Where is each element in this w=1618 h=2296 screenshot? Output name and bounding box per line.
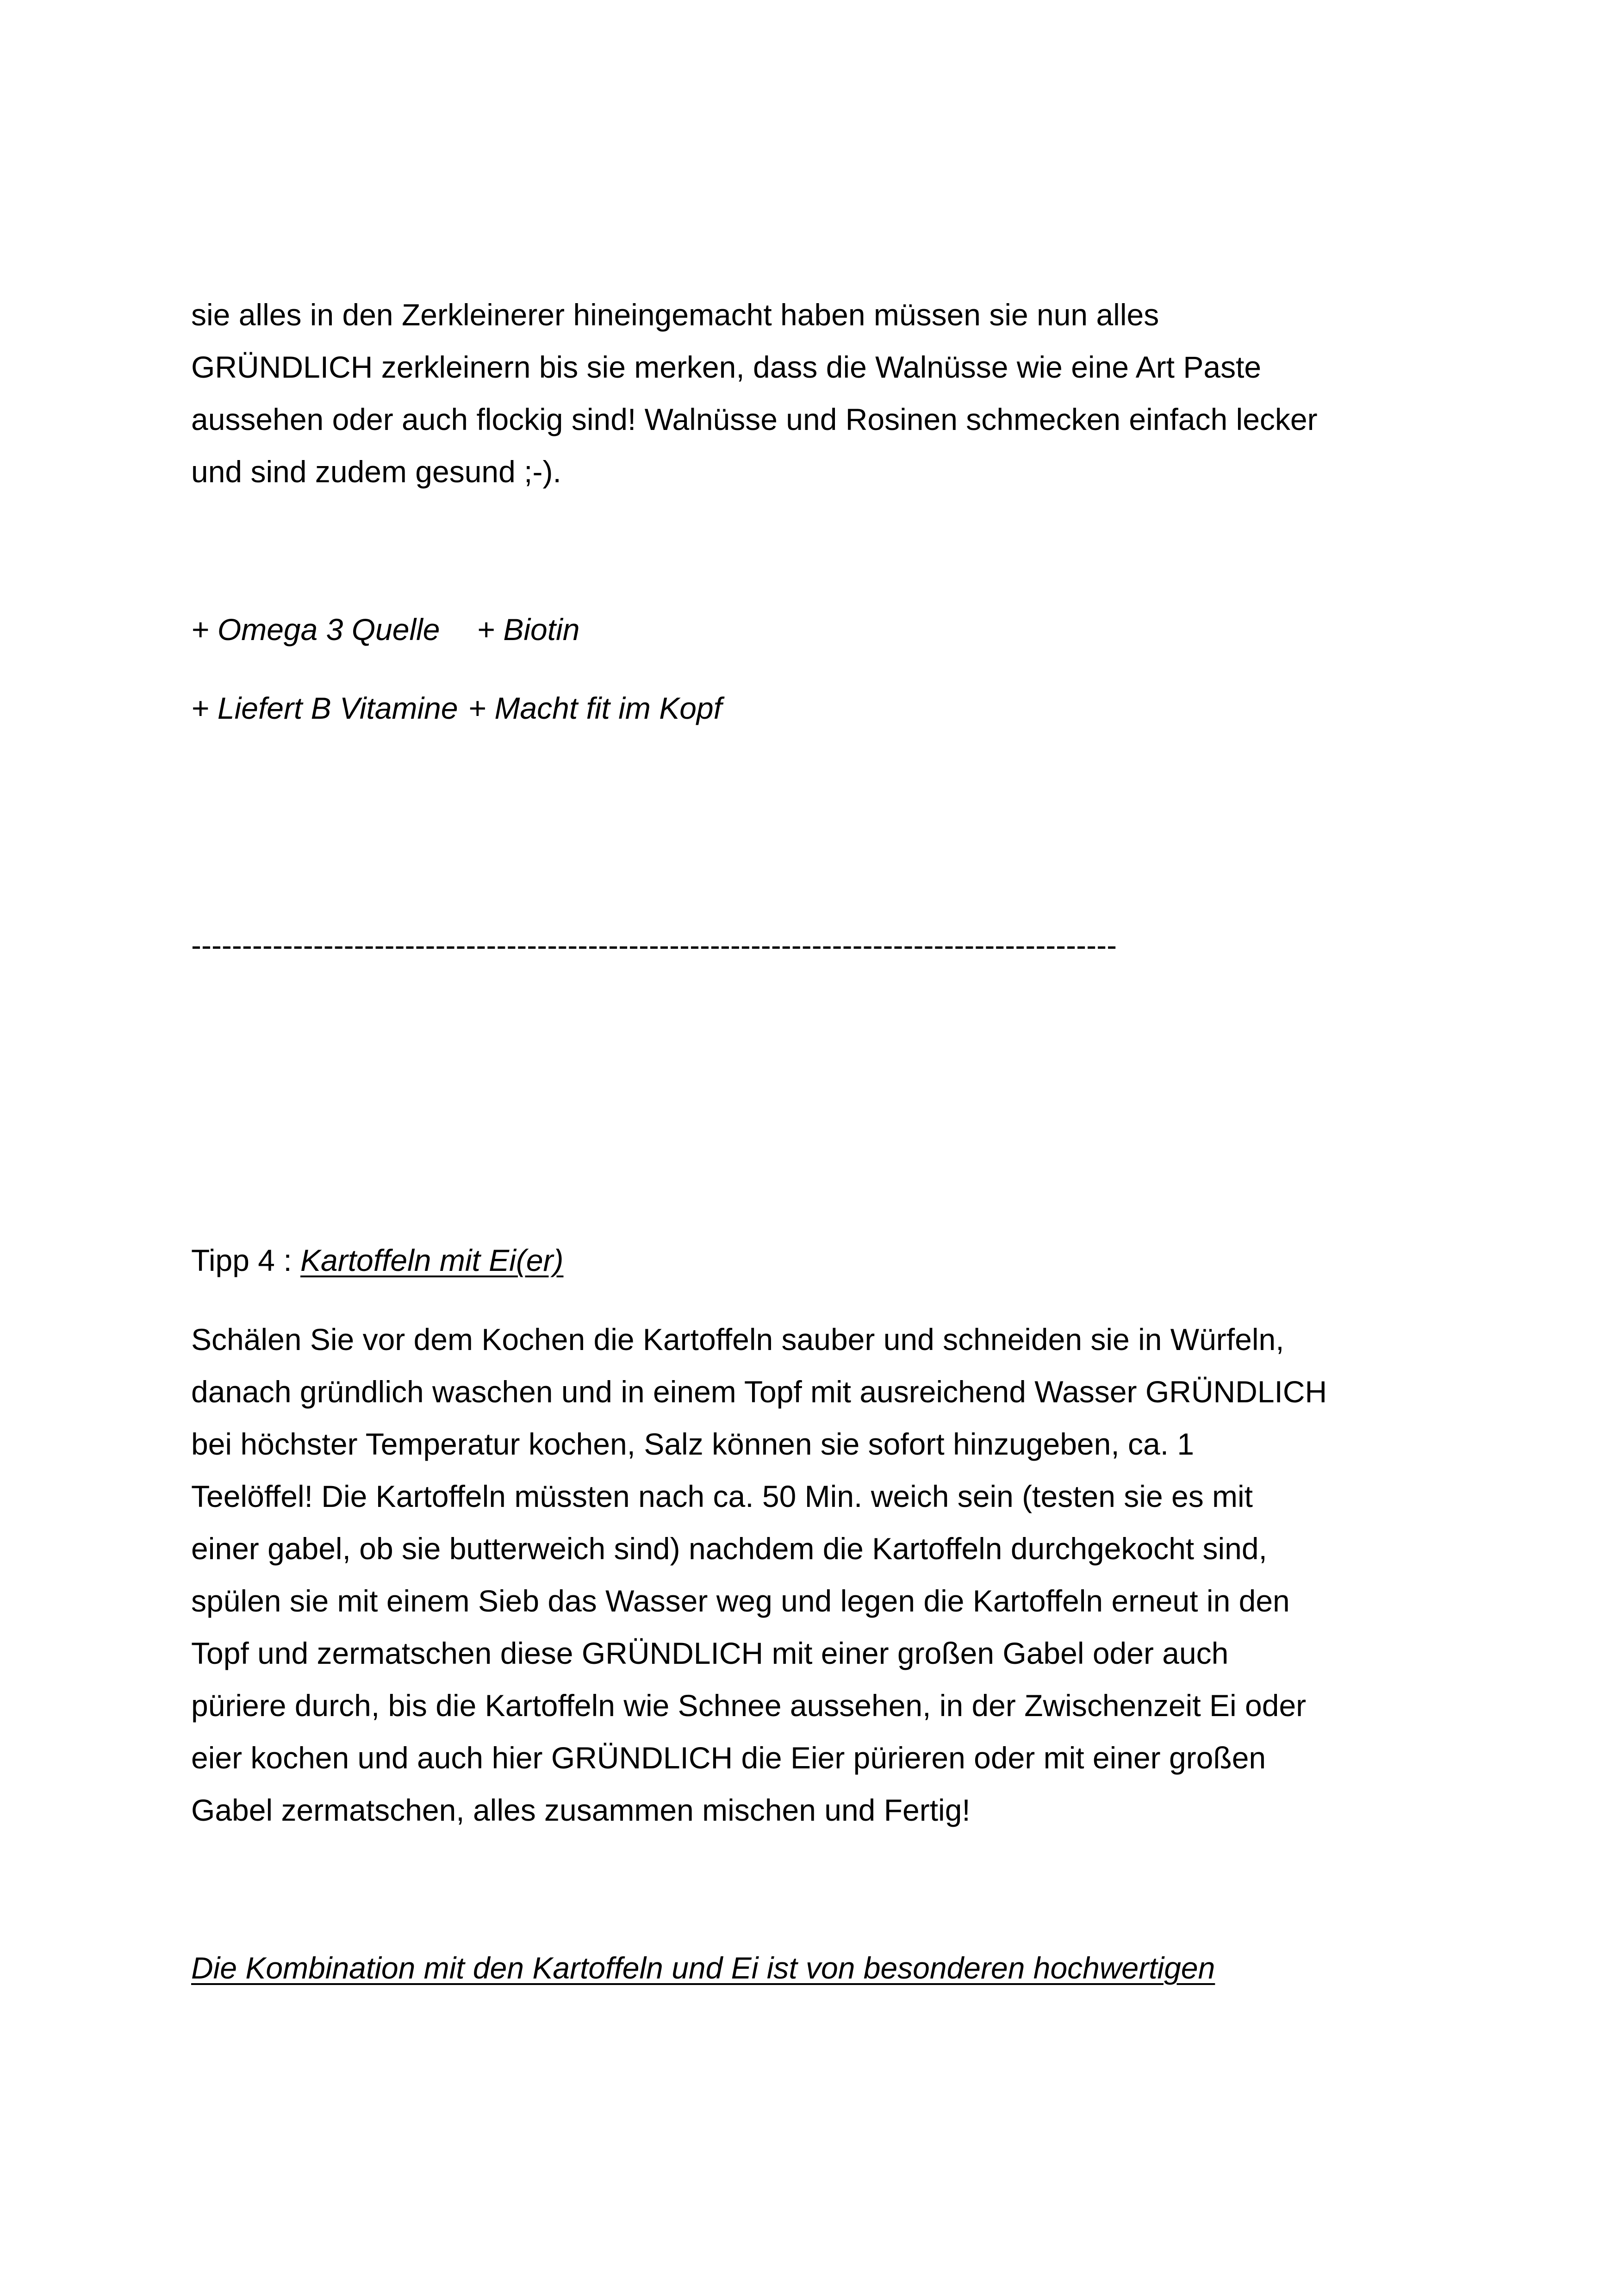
benefits-row-1 xyxy=(191,611,579,648)
paragraph-line: aussehen oder auch flockig sind! Walnüsse und Rosinen schmecken einfach lecker xyxy=(191,402,1318,436)
separator-line: ------------------------------------------------------------------------------------------- xyxy=(191,928,1117,962)
tip-title: Kartoffeln mit Ei(er) xyxy=(300,1243,564,1277)
paragraph-line: bei höchster Temperatur kochen, Salz können sie sofort hinzugeben, ca. 1 xyxy=(191,1427,1195,1461)
paragraph-line: Schälen Sie vor dem Kochen die Kartoffeln sauber und schneiden sie in Würfeln, xyxy=(191,1322,1284,1356)
paragraph-line: GRÜNDLICH zerkleinern bis sie merken, dass die Walnüsse wie eine Art Paste xyxy=(191,350,1262,384)
paragraph-line: danach gründlich waschen und in einem Topf mit ausreichend Wasser GRÜNDLICH xyxy=(191,1375,1327,1409)
paragraph-line: einer gabel, ob sie butterweich sind) nachdem die Kartoffeln durchgekocht sind, xyxy=(191,1531,1267,1566)
benefit-omega-3: + Omega 3 Quelle xyxy=(191,612,440,647)
benefits-row-2 xyxy=(191,690,722,727)
paragraph-line: spülen sie mit einem Sieb das Wasser weg und legen die Kartoffeln erneut in den xyxy=(191,1584,1290,1618)
benefit-b-vitamine: + Liefert B Vitamine xyxy=(191,691,458,725)
tip-prefix: Tipp 4 : xyxy=(191,1243,300,1277)
paragraph-line: sie alles in den Zerkleinerer hineingemacht haben müssen sie nun alles xyxy=(191,298,1159,332)
closing-line: Die Kombination mit den Kartoffeln und Ei ist von besonderen hochwertigen xyxy=(191,1951,1215,1985)
paragraph-line: Gabel zermatschen, alles zusammen mischen und Fertig! xyxy=(191,1793,971,1827)
benefit-fit-im-kopf: + Macht fit im Kopf xyxy=(468,691,722,725)
paragraph-line: eier kochen und auch hier GRÜNDLICH die Eier pürieren oder mit einer großen xyxy=(191,1741,1266,1775)
paragraph-line: Topf und zermatschen diese GRÜNDLICH mit einer großen Gabel oder auch xyxy=(191,1636,1229,1670)
benefit-biotin: + Biotin xyxy=(477,612,580,647)
paragraph-line: Teelöffel! Die Kartoffeln müssten nach ca. 50 Min. weich sein (testen sie es mit xyxy=(191,1479,1253,1513)
paragraph-line: und sind zudem gesund ;-). xyxy=(191,454,561,489)
paragraph-line: püriere durch, bis die Kartoffeln wie Schnee aussehen, in der Zwischenzeit Ei oder xyxy=(191,1688,1307,1723)
tip-heading xyxy=(191,1242,563,1279)
